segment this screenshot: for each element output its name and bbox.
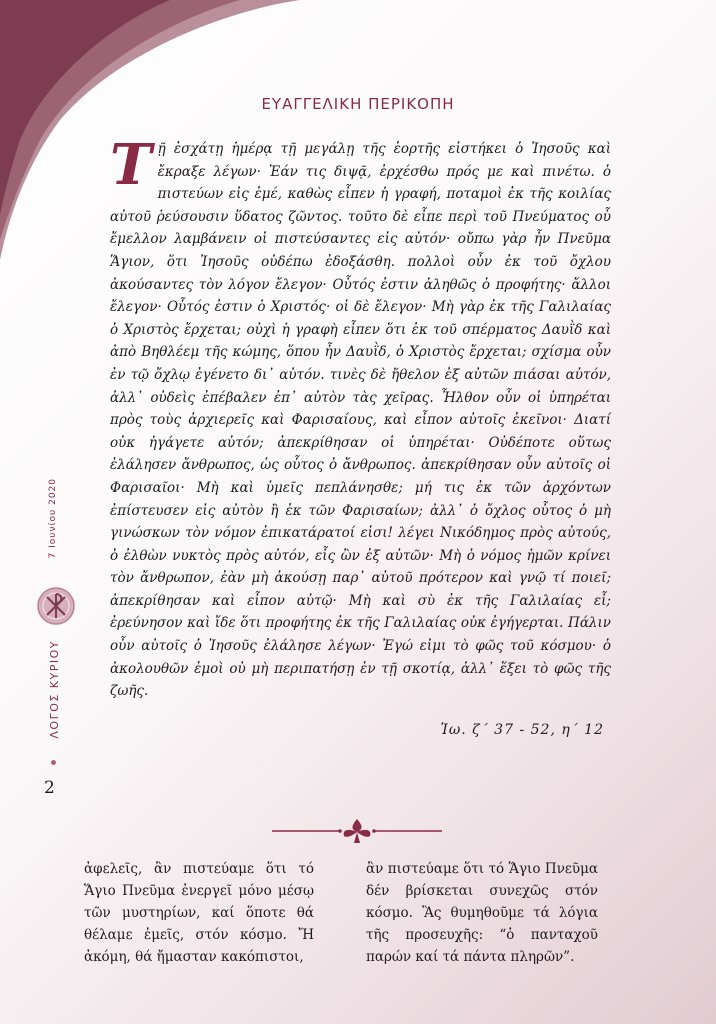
article-column-right: ἂν πιστεύαμε ὅτι τό Ἅγιο Πνεῦμα δέν βρίσκεται συνεχῶς στόν κόσμο. Ἂς θυμηθοῦμε τά λόγια τῆς προσευχῆς: “ὁ πανταχοῦ παρών καί τά πάντα πληρῶν”. xyxy=(366,861,598,965)
chi-rho-logo-icon xyxy=(36,586,76,626)
separator-dot xyxy=(51,760,56,765)
gospel-text: ῇ ἐσχάτῃ ἡμέρᾳ τῇ μεγάλῃ τῆς ἑορτῆς εἱστήκει ὁ Ἰησοῦς καὶ ἔκραξε λέγων· Ἐάν τις διψᾷ, ἐρχέσθω πρός με καὶ πινέτω. ὁ πιστεύων εἰς ἐμέ, καθὼς εἶπεν ἡ γραφή, ποταμοὶ ἐκ τῆς κοιλίας αὐτοῦ ῥεύσουσιν ὕδατος ζῶντος. τοῦτο δὲ εἶπε περὶ τοῦ Πνεύματος οὗ ἔμελλον λαμβάνειν οἱ πιστεύσαντες εἰς αὐτόν· οὔπω γὰρ ἦν Πνεῦμα Ἅγιον, ὅτι Ἰησοῦς οὐδέπω ἐδοξάσθη. πολλοὶ οὖν ἐκ τοῦ ὄχλου ἀκούσαντες τὸν λόγον ἔλεγον· Οὗτός ἐστιν ἀληθῶς ὁ προφήτης· ἄλλοι ἔλεγον· Οὗτός ἐστιν ὁ Χριστός· οἱ δὲ ἔλεγον· Μὴ γὰρ ἐκ τῆς Γαλιλαίας ὁ Χριστὸς ἔρχεται; οὐχὶ ἡ γραφὴ εἶπεν ὅτι ἐκ τοῦ σπέρματος Δαυῒδ καὶ ἀπὸ Βηθλέεμ τῆς κώμης, ὅπου ἦν Δαυῒδ, ὁ Χριστὸς ἔρχεται; σχίσμα οὖν ἐν τῷ ὄχλῳ ἐγένετο δι᾿ αὐτόν. τινὲς δὲ ἤθελον ἐξ αὐτῶν πιάσαι αὐτόν, ἀλλ᾿ οὐδεὶς ἐπέβαλεν ἐπ᾿ αὐτὸν τὰς χεῖρας. Ἦλθον οὖν οἱ ὑπηρέται πρὸς τοὺς ἀρχιερεῖς καὶ Φαρισαίους, καὶ εἶπον αὐτοῖς ἐκεῖνοι· Διατί οὐκ ἠγάγετε αὐτόν; ἀπεκρίθησαν οἱ ὑπηρέται· Οὐδέποτε οὕτως ἐλάλησεν ἄνθρωπος, ὡς οὗτος ὁ ἄνθρωπος. ἀπεκρίθησαν οὖν αὐτοῖς οἱ Φαρισαῖοι· Μὴ καὶ ὑμεῖς πεπλάνησθε; μή τις ἐκ τῶν ἀρχόντων ἐπίστευσεν εἰς αὐτὸν ἢ ἐκ τῶν Φαρισαίων; ἀλλ᾿ ὁ ὄχλος οὗτος ὁ μὴ γινώσκων τὸν νόμον ἐπικατάρατοί εἰσι! λέγει Νικόδημος πρὸς αὐτούς, ὁ ἐλθὼν νυκτὸς πρὸς αὐτόν, εἷς ὢν ἐξ αὐτῶν· Μὴ ὁ νόμος ἡμῶν κρίνει τὸν ἄνθρωπον, ἐὰν μὴ ἀκούσῃ παρ᾿ αὐτοῦ πρότερον καὶ γνῷ τί ποιεῖ; ἀπεκρίθησαν καὶ εἶπον αὐτῷ· Μὴ καὶ σὺ ἐκ τῆς Γαλιλαίας εἶ; ἐρεύνησον καὶ ἴδε ὅτι προφήτης ἐκ τῆς Γαλιλαίας οὐκ ἐγήγερται. Πάλιν οὖν αὐτοῖς ὁ Ἰησοῦς ἐλάλησε λέγων· Ἐγώ εἰμι τὸ φῶς τοῦ κόσμου· ὁ ἀκολουθῶν ἐμοὶ οὐ μὴ περιπατήσῃ ἐν τῇ σκοτίᾳ, ἀλλ᾿ ἕξει τὸ φῶς τῆς ζωῆς. xyxy=(110,141,611,700)
journal-name: ΛΟΓΟΣ ΚΥΡΙΟΥ xyxy=(48,640,61,739)
article-column-left: ἀφελεῖς, ἂν πιστεύαμε ὅτι τό Ἅγιο Πνεῦμα ἐνεργεῖ μόνο μέσῳ τῶν μυστηρίων, καί ὅποτε θά θέλαμε ἐμεῖς, στόν κόσμο. Ἤ ἀκόμη, θά ἤμασταν κακόπιστοι, xyxy=(84,861,314,965)
issue-date: 7 Ιουνίου 2020 xyxy=(48,478,58,559)
drop-cap: Τ xyxy=(110,132,152,198)
page-title: ΕΥΑΓΓΕΛΙΚΗ ΠΕΡΙΚΟΠΗ xyxy=(261,95,455,113)
gospel-passage xyxy=(110,132,611,703)
page-number: 2 xyxy=(44,778,55,798)
scripture-reference: Ἰω. ζ΄ 37 - 52, η΄ 12 xyxy=(440,722,604,738)
fleuron-divider-icon xyxy=(272,816,442,846)
